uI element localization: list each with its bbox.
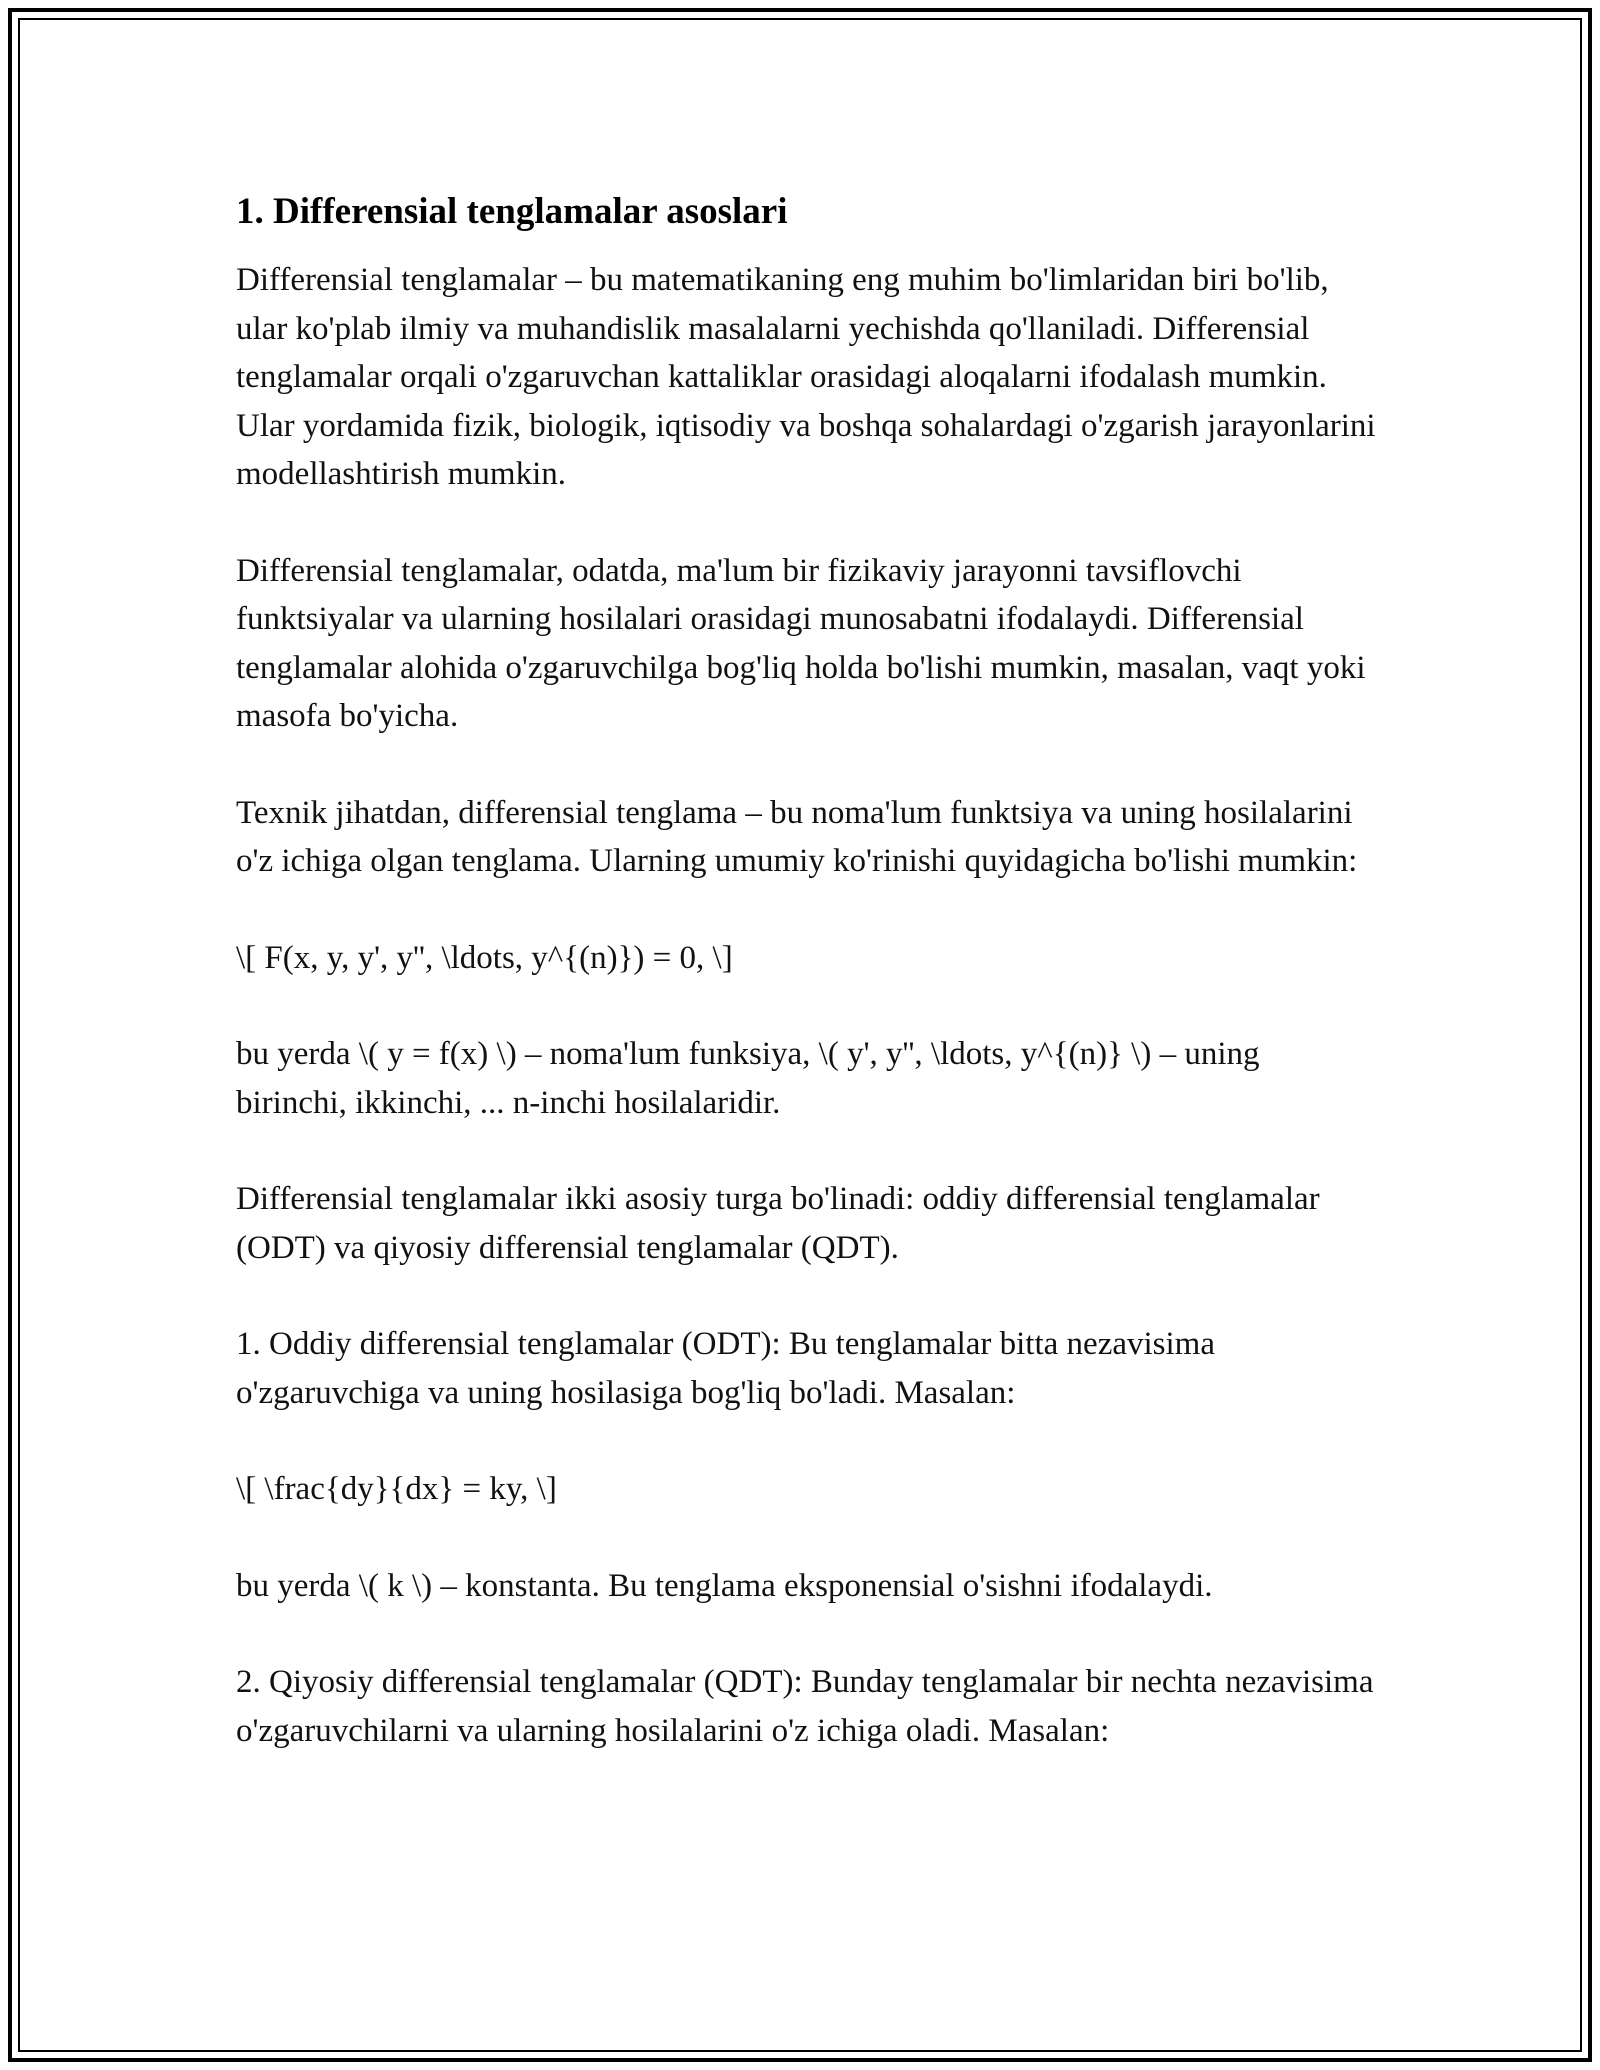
- paragraph-description: Differensial tenglamalar, odatda, ma'lum bir fizikaviy jarayonni tavsiflovchi funktsiyalar va ularning hosilalari orasidagi munosabatni ifodalaydi. Differensial tenglamalar alohida o'zgaruvchilga bog'liq holda bo'lishi mumkin, masalan, vaqt yoki masofa bo'yicha.: [236, 552, 1366, 734]
- equation-general-form: \[ F(x, y, y', y'', \ldots, y^{(n)}) = 0, \]: [236, 939, 733, 976]
- equation-odt-example: \[ \frac{dy}{dx} = ky, \]: [236, 1471, 557, 1507]
- document-body: [236, 188, 1376, 1803]
- paragraph-types: Differensial tenglamalar ikki asosiy turga bo'linadi: oddiy differensial tenglamalar (ODT) va qiyosiy differensial tenglamalar (QDT).: [236, 1181, 1320, 1266]
- paragraph-technical: Texnik jihatdan, differensial tenglama – bu noma'lum funktsiya va uning hosilalarini o'z ichiga olgan tenglama. Ularning umumiy ko'rinishi quyidagicha bo'lishi mumkin:: [236, 794, 1358, 879]
- section-heading: 1. Differensial tenglamalar asoslari: [236, 191, 788, 232]
- paragraph-intro: Differensial tenglamalar – bu matematikaning eng muhim bo'limlaridan biri bo'lib, ular ko'plab ilmiy va muhandislik masalalarni yechishda qo'llaniladi. Differensial tenglamalar orqali o'zgaruvchan kattaliklar orasidagi aloqalarni ifodalash mumkin. Ular yordamida fizik, biologik, iqtisodiy va boshqa sohalardagi o'zgarish jarayonlarini modellashtirish mumkin.: [236, 262, 1376, 492]
- paragraph-odt-explanation: bu yerda \( k \) – konstanta. Bu tenglama eksponensial o'sishni ifodalaydi.: [236, 1567, 1213, 1604]
- paragraph-qdt: 2. Qiyosiy differensial tenglamalar (QDT): Bunday tenglamalar bir nechta nezavisima o'zgaruvchilarni va ularning hosilalarini o'z ichiga oladi. Masalan:: [236, 1664, 1374, 1749]
- paragraph-equation-explanation: bu yerda \( y = f(x) \) – noma'lum funksiya, \( y', y'', \ldots, y^{(n)} \) – uning birinchi, ikkinchi, ... n-inchi hosilalaridir.: [236, 1036, 1260, 1121]
- paragraph-odt: 1. Oddiy differensial tenglamalar (ODT): Bu tenglamalar bitta nezavisima o'zgaruvchiga va uning hosilasiga bog'liq bo'ladi. Masalan:: [236, 1326, 1215, 1411]
